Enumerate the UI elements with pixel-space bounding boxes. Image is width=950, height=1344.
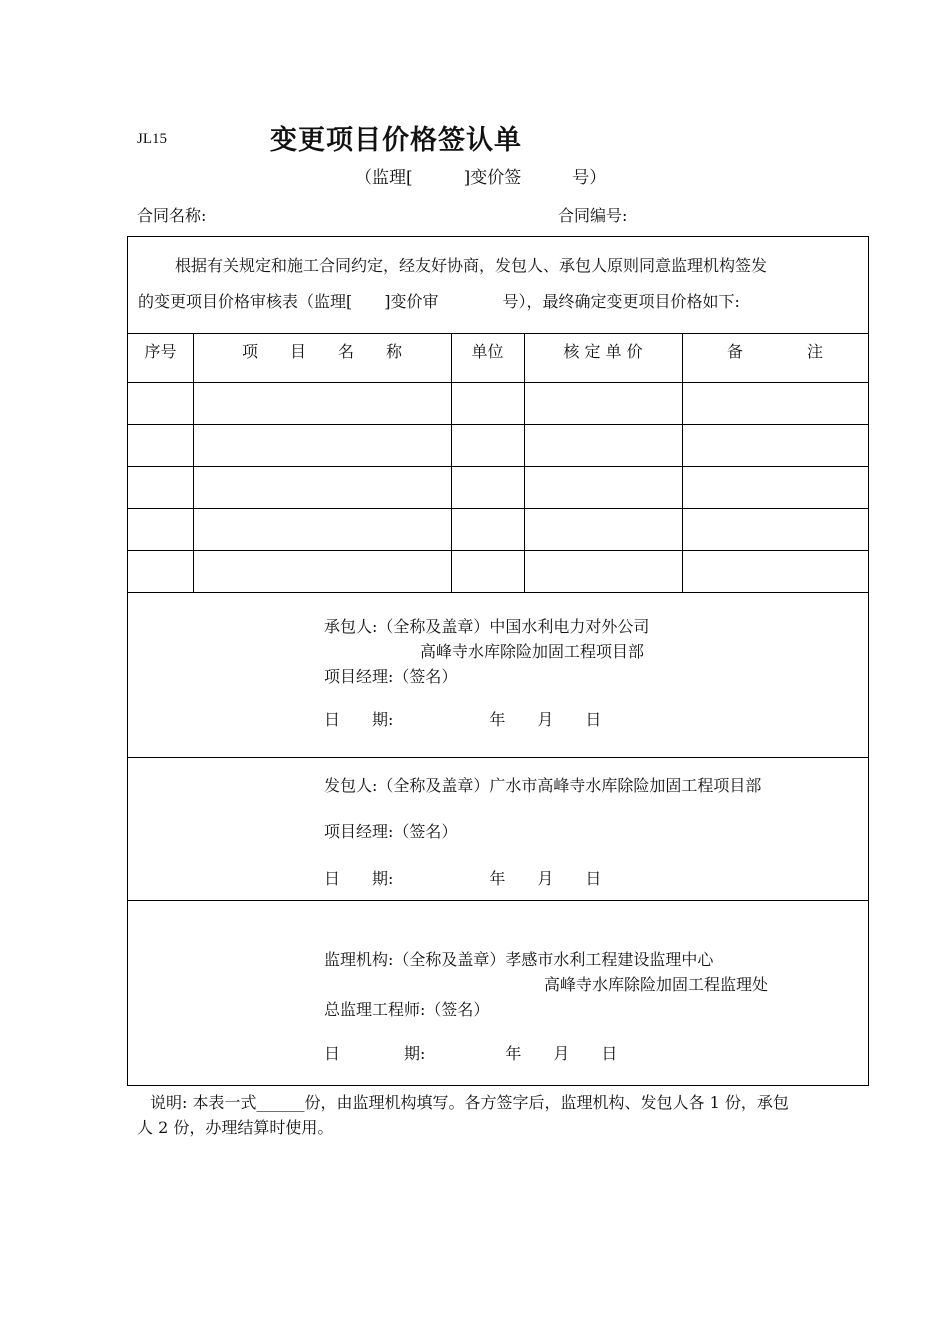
form-code: JL15 [137,131,167,147]
employer-label: 发包人:（全称及盖章）广水市高峰寺水库除险加固工程项目部 [324,776,762,795]
contract-name-label: 合同名称: [137,206,207,225]
section-rule [128,900,868,901]
chief-engineer-signature: 总监理工程师:（签名） [324,1000,490,1019]
supervisor-department: 高峰寺水库除险加固工程监理处 [544,975,769,994]
form-number-line: （监理[ ]变价签 号） [355,168,607,188]
employer-manager-signature: 项目经理:（签名） [324,822,458,841]
page-title: 变更项目价格签认单 [270,125,522,156]
section-rule [128,757,868,758]
contractor-date: 日 期: 年 月 日 [324,710,602,729]
column-header-unit-price: 核 定 单 价 [563,342,643,361]
table-bottom-rule [128,592,868,593]
intro-line-2: 的变更项目价格审核表（监理[ ]变价审 号），最终确定变更项目价格如下: [138,292,740,311]
column-header-unit: 单位 [471,342,504,361]
row-rule [128,424,868,425]
contractor-label: 承包人:（全称及盖章）中国水利电力对外公司 [324,617,650,636]
column-rule [524,333,525,592]
supervisor-label: 监理机构:（全称及盖章）孝感市水利工程建设监理中心 [324,950,714,969]
row-rule [128,550,868,551]
note-line-2: 人 2 份，办理结算时使用。 [137,1118,334,1137]
column-header-item-name: 项 目 名 称 [241,342,402,361]
column-header-index: 序号 [144,342,177,361]
contractor-manager-signature: 项目经理:（签名） [324,667,458,686]
price-form [127,236,869,1086]
table-header-rule [128,382,868,383]
employer-date: 日 期: 年 月 日 [324,869,602,888]
supervisor-date: 日 期: 年 月 日 [324,1044,618,1063]
contract-number-label: 合同编号: [558,206,628,225]
intro-line-1: 根据有关规定和施工合同约定，经友好协商，发包人、承包人原则同意监理机构签发 [175,256,768,275]
row-rule [128,508,868,509]
column-header-remarks: 备 注 [726,342,823,361]
note-line-1: 说明: 本表一式______份，由监理机构填写。各方签字后，监理机构、发包人各 1 份，承包 [150,1093,789,1112]
column-rule [451,333,452,592]
column-rule [682,333,683,592]
column-rule [193,333,194,592]
row-rule [128,466,868,467]
contractor-department: 高峰寺水库除险加固工程项目部 [420,642,645,661]
table-top-rule [128,333,868,334]
